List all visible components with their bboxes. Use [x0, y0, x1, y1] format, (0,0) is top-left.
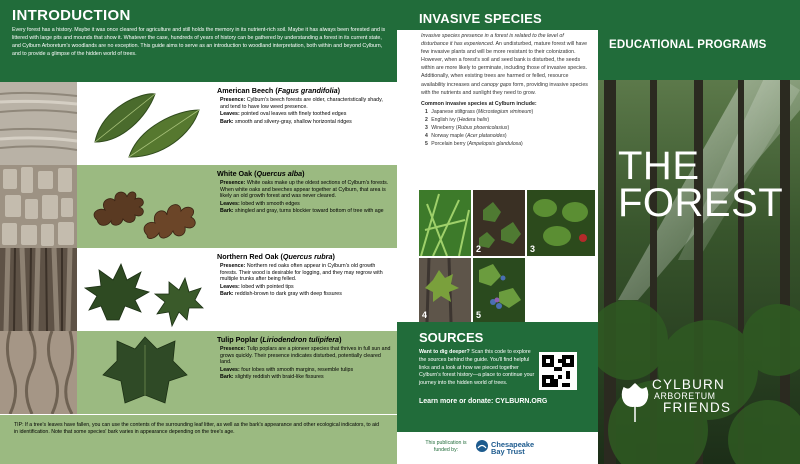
white-oak-bark: Bark: shingled and gray, turns blockier toward bottom of tree with age: [220, 208, 384, 215]
learn-more-link[interactable]: Learn more or donate: CYLBURN.ORG: [419, 397, 548, 405]
white-oak-presence: Presence: White oaks make up the oldest sections of Cylburn's forests. When white oaks and beeches appear together at Cylburn, that area is likely an old growth forest and was never cleared.: [220, 180, 389, 200]
tulip-poplar-bark-image: [0, 331, 77, 414]
introduction-text: Every forest has a history. Maybe it was once cleared for agriculture and still holds the memory in its nutrient-rich soil. Maybe it has always been forested and is littered with large pits and mounds that show it. Whatever the case, hundreds of years of history can be gathered by understanding a forest in its current state, and Cylburn Arboretum's woodlands are no exception. This guide aims to serve as an introduction to woodland interpretation, both within and beyond Cylburn, and to provide a glimpse of the hidden world of trees.: [12, 27, 386, 58]
tulip-poplar-title: Tulip Poplar (Liriodendron tulipifera): [217, 335, 342, 344]
photo-number: 2: [476, 244, 482, 254]
red-oak-info: [207, 248, 397, 331]
red-oak-leaves: Leaves: lobed with pointed tips: [220, 283, 294, 290]
wineberry-photo: [527, 190, 595, 256]
photo-number: 5: [476, 310, 482, 320]
tulip-poplar-presence: Presence: Tulip poplars are a pioneer species that thrives in full sun and grows quickly. Their presence indicates disturbed, potentially cleared land.: [220, 346, 391, 366]
tulip-poplar-leaf-image: [77, 331, 207, 414]
norway-maple-photo: [419, 258, 471, 322]
tulip-poplar-info: [207, 331, 397, 414]
white-oak-bark-image: [0, 165, 77, 248]
tree-row-northern-red-oak: [0, 248, 397, 331]
introduction-section: [0, 0, 397, 82]
ginkgo-leaf-logo-icon: [620, 382, 650, 424]
educational-programs-banner: EDUCATIONAL PROGRAMS: [598, 0, 800, 80]
cover-title: THE FOREST: [618, 144, 784, 225]
beech-leaves-image: [77, 82, 207, 165]
invasive-species-panel: [397, 0, 598, 464]
white-oak-leaves-image: [77, 165, 207, 248]
invasive-species-header: [397, 0, 598, 30]
stiltgrass-photo: [419, 190, 471, 256]
invasive-species-heading: INVASIVE SPECIES: [419, 11, 542, 26]
tree-row-tulip-poplar: [0, 331, 397, 414]
invasive-species-list: [421, 108, 588, 148]
invasive-list-heading: Common invasive species at Cylburn include:: [421, 100, 537, 107]
white-oak-info: [207, 165, 397, 248]
beech-bark: Bark: smooth and silvery-gray, shallow horizontal ridges: [220, 118, 352, 125]
beech-leaves: Leaves: pointed oval leaves with finely toothed edges: [220, 111, 347, 118]
red-oak-bark-image: [0, 248, 77, 331]
photo-number: 3: [530, 244, 536, 254]
funding-credit: [397, 432, 598, 464]
list-item: 4 Norway maple (Acer platanoides): [425, 132, 507, 139]
cover-panel: [598, 0, 800, 464]
introduction-heading: INTRODUCTION: [12, 7, 131, 24]
tulip-poplar-leaves: Leaves: four lobes with smooth margins, resemble tulips: [220, 366, 354, 373]
invasive-photo-collage: [419, 190, 595, 322]
sources-section: [397, 322, 598, 432]
list-item: 5 Porcelain berry (Ampelopsis glandulosa): [425, 140, 523, 147]
beech-info: [207, 82, 397, 165]
sources-text: Want to dig deeper? Scan this code to explore the sources behind the guide. You'll find helpful links and a look at how we pieced together Cylburn's forest history—a place to continue your journey into the hidden world of trees.: [419, 349, 535, 387]
tree-guide-panel: [0, 0, 397, 464]
tulip-poplar-bark: Bark: slightly reddish with braid-like fissures: [220, 374, 324, 381]
red-oak-title: Northern Red Oak (Quercus rubra): [217, 252, 335, 261]
beech-presence: Presence: Cylburn's beech forests are older, characteristically shady, and tend to have low weed presence.: [220, 97, 383, 110]
sources-qr-code[interactable]: [539, 352, 577, 390]
identification-tip: TIP: If a tree's leaves have fallen, you can use the contents of the surrounding leaf litter, as well as the bark's appearance and other ecological indicators, to aid in identification. Note that some species' bark varies in appearance depending on the tree's age.: [0, 415, 397, 464]
red-oak-bark: Bark: reddish-brown to dark gray with deep fissures: [220, 291, 342, 298]
tree-row-american-beech: [0, 82, 397, 165]
white-oak-leaves: Leaves: lobed with smooth edges: [220, 200, 300, 207]
sources-heading: SOURCES: [419, 330, 484, 345]
white-oak-title: White Oak (Quercus alba): [217, 169, 305, 178]
red-oak-presence: Presence: Northern red oaks often appear in Cylburn's old growth forests. Their wood is desirable for logging, and they may regrow with multiple trunks after being felled.: [220, 263, 383, 283]
invasive-species-paragraph: Invasive species presence in a forest is related to the level of disturbance it has experienced. An undisturbed, mature forest will have few invasive plants and will be more resistant to their colonization. However, when a forest's soil and seed bank is disturbed, the seeds within are more likely to germinate, including those of invasive species. Additionally, when existing trees are harmed or felled, resource availability increases and canopy gaps form, providing invasive species with the nutrients and sunlight they need to grow.: [421, 33, 588, 96]
funder-name: Chesapeake Bay Trust: [491, 440, 535, 456]
invasive-species-body: [397, 30, 598, 148]
red-oak-leaves-image: [77, 248, 207, 331]
list-item: 2 English ivy (Hedera helix): [425, 116, 490, 123]
photo-number: 4: [422, 310, 428, 320]
list-item: 3 Wineberry (Rubus phoenicolasius): [425, 124, 510, 131]
tree-row-white-oak: [0, 165, 397, 248]
english-ivy-photo: [473, 190, 525, 256]
chesapeake-bay-trust-logo-icon: [475, 439, 489, 453]
list-item: 1 Japanese stiltgrass (Microstegium vimineum): [425, 108, 534, 115]
cylburn-logo-text: CYLBURN ARBORETUM FRIENDS: [652, 377, 732, 415]
beech-title: American Beech (Fagus grandifolia): [217, 86, 341, 95]
beech-bark-image: [0, 82, 77, 165]
porcelain-berry-photo: [473, 258, 525, 322]
funding-label: This publication is funded by:: [425, 440, 467, 453]
